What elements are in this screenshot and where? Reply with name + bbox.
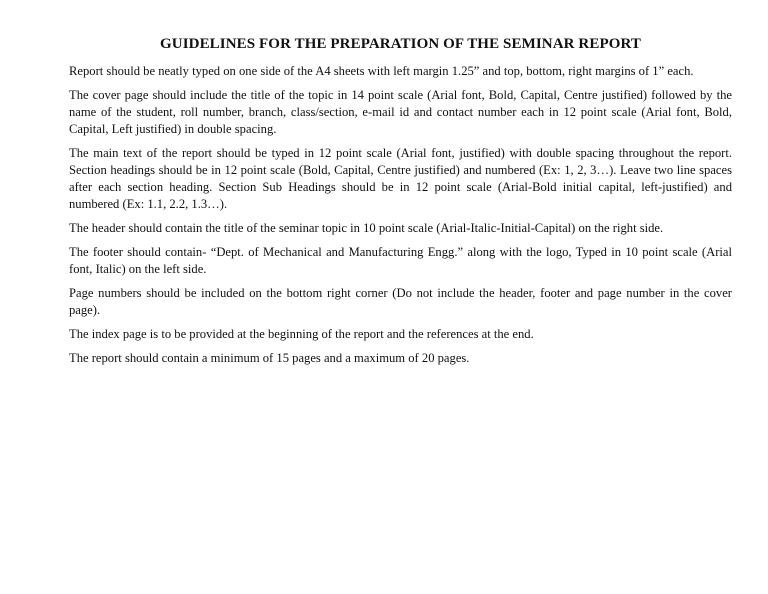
- paragraph-cover-page: The cover page should include the title of the topic in 14 point scale (Arial font, Bold, Capital, Centre justified) followed by the name of the student, roll number, branch, class/section, e-mail id and contact number each in 12 point scale (Arial font, Bold, Capital, Left justified) in double spacing.: [69, 88, 732, 136]
- paragraph-main-text: The main text of the report should be typed in 12 point scale (Arial font, justified) with double spacing throughout the report. Section headings should be in 12 point scale (Bold, Capital, Centre justified) and numbered (Ex: 1, 2, 3…). Leave two line spaces after each section heading. Section Sub Headings should be in 12 point scale (Arial-Bold initial capital, left-justified) and numbered (Ex: 1.1, 2.2, 1.3…).: [69, 146, 732, 211]
- paragraph-page-count: The report should contain a minimum of 15 pages and a maximum of 20 pages.: [69, 351, 470, 365]
- document-title: GUIDELINES FOR THE PREPARATION OF THE SEMINAR REPORT: [160, 36, 641, 52]
- paragraph-margins: Report should be neatly typed on one side of the A4 sheets with left margin 1.25” and top, bottom, right margins of 1” each.: [69, 64, 694, 78]
- paragraph-page-numbers: Page numbers should be included on the bottom right corner (Do not include the header, footer and page number in the cover page).: [69, 286, 732, 317]
- paragraph-footer: The footer should contain- “Dept. of Mechanical and Manufacturing Engg.” along with the logo, Typed in 10 point scale (Arial font, Italic) on the left side.: [69, 245, 732, 276]
- paragraph-header: The header should contain the title of the seminar topic in 10 point scale (Arial-Italic-Initial-Capital) on the right side.: [69, 221, 664, 235]
- document-page: [69, 34, 732, 374]
- paragraph-index-page: The index page is to be provided at the beginning of the report and the references at the end.: [69, 327, 534, 341]
